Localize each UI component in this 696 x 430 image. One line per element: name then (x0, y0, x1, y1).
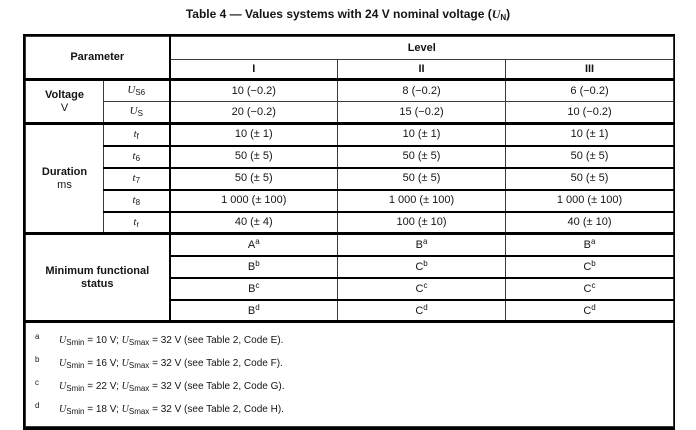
cell-symbol-us6: $U_{S6}$ (104, 80, 170, 102)
cell-duration-label (26, 124, 104, 234)
cell-us-level1: 20 (−0.2) (170, 102, 338, 124)
cell-symbol-t7: $t_7$ (104, 168, 170, 190)
cell-minfunc4-level2: $C^d$ (338, 300, 506, 322)
cell-minfunc3-level3: $C^c$ (506, 278, 674, 300)
header-level-2: II (338, 60, 506, 80)
cell-voltage-label (26, 80, 104, 124)
cell-tr-level3: 40 (± 10) (506, 212, 674, 234)
footnote-marker: b (35, 355, 40, 364)
cell-symbol-tf: $t_f$ (104, 124, 170, 146)
cell-t7-level1: 50 (± 5) (170, 168, 338, 190)
cell-minfunc2-level1: $B^b$ (170, 256, 338, 278)
cell-minfunc4-level3: $C^d$ (506, 300, 674, 322)
footnote-line: d $U_{Smin} = 18$ V; $U_{Smax} = 32$ V (see Table 2, Code H). (32, 397, 667, 420)
cell-t8-level2: 1 000 (± 100) (338, 190, 506, 212)
footnote-marker: a (35, 332, 40, 341)
footnote-line: b $U_{Smin} = 16$ V; $U_{Smax} = 32$ V (see Table 2, Code F). (32, 351, 667, 374)
cell-minfunc3-level1: $B^c$ (170, 278, 338, 300)
cell-line: Duration (41, 165, 88, 178)
cell-tr-level2: 100 (± 10) (338, 212, 506, 234)
footnote-line: a $U_{Smin} = 10$ V; $U_{Smax} = 32$ V (see Table 2, Code E). (32, 328, 667, 351)
cell-t6-level3: 50 (± 5) (506, 146, 674, 168)
table-row (26, 146, 674, 168)
footnote-line: c $U_{Smin} = 22$ V; $U_{Smax} = 32$ V (see Table 2, Code G). (32, 374, 667, 397)
cell-tf-level1: 10 (± 1) (170, 124, 338, 146)
header-level: Level (170, 37, 674, 60)
table-row (26, 168, 674, 190)
cell-line: Minimum functional (45, 264, 150, 277)
cell-us-level3: 10 (−0.2) (506, 102, 674, 124)
cell-minfunc4-level1: $B^d$ (170, 300, 338, 322)
table-row (26, 212, 674, 234)
cell-tf-level3: 10 (± 1) (506, 124, 674, 146)
table-row (26, 190, 674, 212)
table-row (26, 124, 674, 146)
cell-minfunc1-level1: $A^a$ (170, 234, 338, 256)
cell-tr-level1: 40 (± 4) (170, 212, 338, 234)
table-row (26, 80, 674, 102)
cell-t6-level1: 50 (± 5) (170, 146, 338, 168)
cell-symbol-tr: $t_r$ (104, 212, 170, 234)
table-row (26, 322, 674, 427)
cell-minfunc2-level2: $C^b$ (338, 256, 506, 278)
values-table (25, 36, 674, 427)
cell-t7-level2: 50 (± 5) (338, 168, 506, 190)
header-level-3: III (506, 60, 674, 80)
header-parameter: Parameter (26, 37, 170, 80)
cell-t8-level3: 1 000 (± 100) (506, 190, 674, 212)
table-row (26, 234, 674, 256)
cell-t7-level3: 50 (± 5) (506, 168, 674, 190)
cell-minfunc3-level2: $C^c$ (338, 278, 506, 300)
table-4-container (23, 34, 675, 430)
cell-us6-level3: 6 (−0.2) (506, 80, 674, 102)
footnote-marker: d (35, 401, 40, 410)
table-row (26, 102, 674, 124)
cell-t6-level2: 50 (± 5) (338, 146, 506, 168)
cell-minfunc1-level2: $B^a$ (338, 234, 506, 256)
cell-us6-level1: 10 (−0.2) (170, 80, 338, 102)
cell-us-level2: 15 (−0.2) (338, 102, 506, 124)
cell-symbol-t6: $t_6$ (104, 146, 170, 168)
cell-tf-level2: 10 (± 1) (338, 124, 506, 146)
cell-t8-level1: 1 000 (± 100) (170, 190, 338, 212)
cell-minfunc2-level3: $C^b$ (506, 256, 674, 278)
cell-symbol-us: $U_S$ (104, 102, 170, 124)
footnotes-cell (26, 322, 674, 427)
cell-line: Voltage (45, 88, 84, 101)
cell-us6-level2: 8 (−0.2) (338, 80, 506, 102)
footnote-marker: c (35, 378, 39, 387)
table-title: Table 4 — Values systems with 24 V nominal voltage $(U_N)$ (185, 7, 511, 22)
cell-minfunc-label (26, 234, 170, 322)
table-row (26, 37, 674, 60)
cell-line: status (81, 277, 114, 290)
cell-minfunc1-level3: $B^a$ (506, 234, 674, 256)
header-level-1: I (170, 60, 338, 80)
cell-symbol-t8: $t_8$ (104, 190, 170, 212)
table-body (26, 37, 674, 427)
cell-line: ms (57, 178, 72, 191)
cell-line: V (60, 101, 69, 114)
